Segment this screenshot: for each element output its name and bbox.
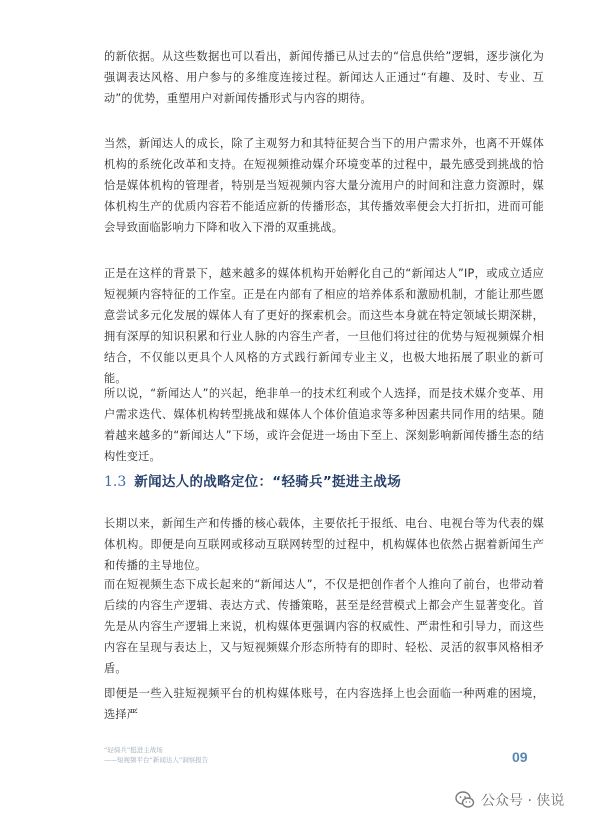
paragraph-1: 的新依据。从这些数据也可以看出，新闻传播已从过去的“信息供给”逻辑，逐步演化为强调表达风格、用户参与的多维度连接过程。新闻达人正通过“有趣、及时、专业、互动”的优势，重塑用户对新闻传播形式与内容的期待。 (104, 50, 544, 105)
footer-line-1: “轻骑兵”挺进主战场 (104, 746, 163, 754)
watermark-text: 公众号 · 侠说 (481, 793, 565, 809)
section-title: 新闻达人的战略定位：“轻骑兵”挺进主战场 (134, 474, 402, 490)
watermark (455, 790, 564, 810)
page-number: 09 (512, 749, 528, 765)
paragraph-4: 所以说，“新闻达人”的兴起，绝非单一的技术红利或个人选择，而是技术媒介变革、用户需求迭代、媒体机构转型挑战和媒体人个体价值追求等多种因素共同作用的结果。随着越来越多的“新闻达人”下场，或许会促进一场由下至上、深刻影响新闻传播生态的结构性变迁。 (104, 387, 544, 463)
section-number: 1.3 (104, 474, 127, 490)
paragraph-2: 当然，新闻达人的成长，除了主观努力和其特征契合当下的用户需求外，也离不开媒体机构的系统化改革和支持。在短视频推动媒介环境变革的过程中，最先感受到挑战的恰恰是媒体机构的管理者，特别是当短视频内容大量分流用户的时间和注意力资源时，媒体机构生产的优质内容若不能适应新的传播形态，其传播效率便会大打折扣，进而可能会导致面临影响力下降和收入下滑的双重挑战。 (104, 137, 544, 234)
section-heading (104, 470, 544, 490)
footer-line-2: ——短视频平台“新闻达人”洞察报告 (104, 756, 209, 764)
paragraph-7: 即便是一些入驻短视频平台的机构媒体账号，在内容选择上也会面临一种两难的困境，选择严 (104, 687, 544, 721)
paragraph-3: 正是在这样的背景下，越来越多的媒体机构开始孵化自己的“新闻达人”IP，或成立适应短视频内容特征的工作室。正是在内部有了相应的培养体系和激励机制，才能让那些愿意尝试多元化发展的媒体人有了更好的探索机会。而这些本身就在特定领域长期深耕，拥有深厚的知识积累和行业人脉的内容生产者，一旦他们将过往的优势与短视频媒介相结合，不仅能以更具个人风格的方式践行新闻专业主义，也极大地拓展了职业的新可能。 (104, 267, 544, 385)
paragraph-5: 长期以来，新闻生产和传播的核心载体，主要依托于报纸、电台、电视台等为代表的媒体机构。即便是向互联网或移动互联网转型的过程中，机构媒体也依然占据着新闻生产和传播的主导地位。 (104, 517, 544, 572)
wechat-icon (455, 790, 475, 810)
paragraph-6: 而在短视频生态下成长起来的“新闻达人”，不仅是把创作者个人推向了前台，也带动着后续的内容生产逻辑、表达方式、传播策略，甚至是经营模式上都会产生显著变化。首先是从内容生产逻辑上来说，机构媒体更强调内容的权威性、严肃性和引导力，而这些内容在呈现与表达上，又与短视频媒介形态所特有的即时、轻松、灵活的叙事风格相矛盾。 (104, 578, 544, 675)
